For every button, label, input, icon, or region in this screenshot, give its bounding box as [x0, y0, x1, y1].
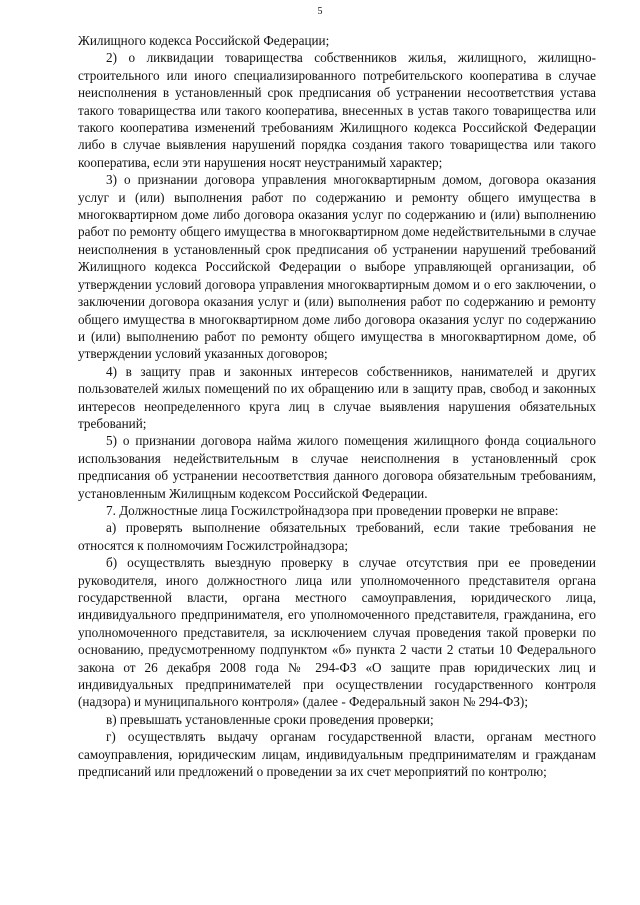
paragraph-continuation: Жилищного кодекса Российской Федерации;: [78, 33, 330, 48]
paragraph-item-2: 2) о ликвидации товарищества собственников жилья, жилищного, жилищно-строительного или иного специализированного потребительского кооператива в случае неисполнения в установленный срок предписания об устранении несоответствия устава такого товарищества или такого кооператива, внесенных в устав такого товарищества или такого кооператива изменений требованиям Жилищного кодекса Российской Федерации либо в случае выявления нарушений порядка создания такого товарищества или такого кооператива, если эти нарушения носят неустранимый характер;: [78, 50, 596, 170]
paragraph-item-5: 5) о признании договора найма жилого помещения жилищного фонда социального использования недействительным в случае неисполнения в установленный срок предписания об устранении несоответствия данного договора обязательным требованиям, установленным Жилищным кодексом Российской Федерации.: [78, 433, 596, 501]
page-number: 5: [317, 6, 323, 17]
paragraph-item-3: 3) о признании договора управления многоквартирным домом, договора оказания услуг и (или) выполнения работ по содержанию и ремонту общего имущества в многоквартирном доме либо договора оказания услуг по содержанию и (или) выполнению работ по ремонту общего имущества в многоквартирном доме недействительными в случае неисполнения в установленный срок предписания об устранении нарушений требований Жилищного кодекса Российской Федерации о выборе управляющей организации, об утверждении условий договора управления многоквартирным домом и о его заключении, о заключении договора оказания услуг и (или) выполнения работ по содержанию и ремонту общего имущества в многоквартирном доме либо договора оказания услуг по содержанию и (или) выполнению работ по ремонту общего имущества в многоквартирном доме, об утверждении условий указанных договоров;: [78, 172, 596, 362]
paragraph-subitem-v: в) превышать установленные сроки проведения проверки;: [106, 711, 434, 727]
paragraph-subitem-b: б) осуществлять выездную проверку в случае отсутствия при ее проведении руководителя, иного должностного лица или уполномоченного представителя органа государственной власти, органа местного самоуправления, юридического лица, индивидуального предпринимателя, его уполномоченного представителя, гражданина, его уполномоченного представителя, за исключением случая проведения такой проверки по основанию, предусмотренному подпунктом «б» пункта 2 части 2 статьи 10 Федерального закона от 26 декабря 2008 года № 294-ФЗ «О защите прав юридических лиц и индивидуальных предпринимателей при осуществлении государственного контроля (надзора) и муниципального контроля» (далее - Федеральный закон № 294-ФЗ);: [78, 555, 596, 710]
paragraph-section-7: 7. Должностные лица Госжилстройнадзора при проведении проверки не вправе:: [106, 502, 559, 518]
paragraph-subitem-a: а) проверять выполнение обязательных требований, если такие требования не относятся к полномочиям Госжилстройнадзора;: [78, 520, 596, 553]
paragraph-subitem-g: г) осуществлять выдачу органам государственной власти, органам местного самоуправления, юридическим лицам, индивидуальным предпринимателям и гражданам предписаний или предложений о проведении за их счет мероприятий по контролю;: [78, 729, 596, 780]
document-body: [78, 32, 596, 780]
paragraph-item-4: 4) в защиту прав и законных интересов собственников, нанимателей и других пользователей жилых помещений по их обращению или в защиту прав, свобод и законных интересов неопределенного круга лиц в случае выявления нарушения обязательных требований;: [78, 363, 596, 431]
